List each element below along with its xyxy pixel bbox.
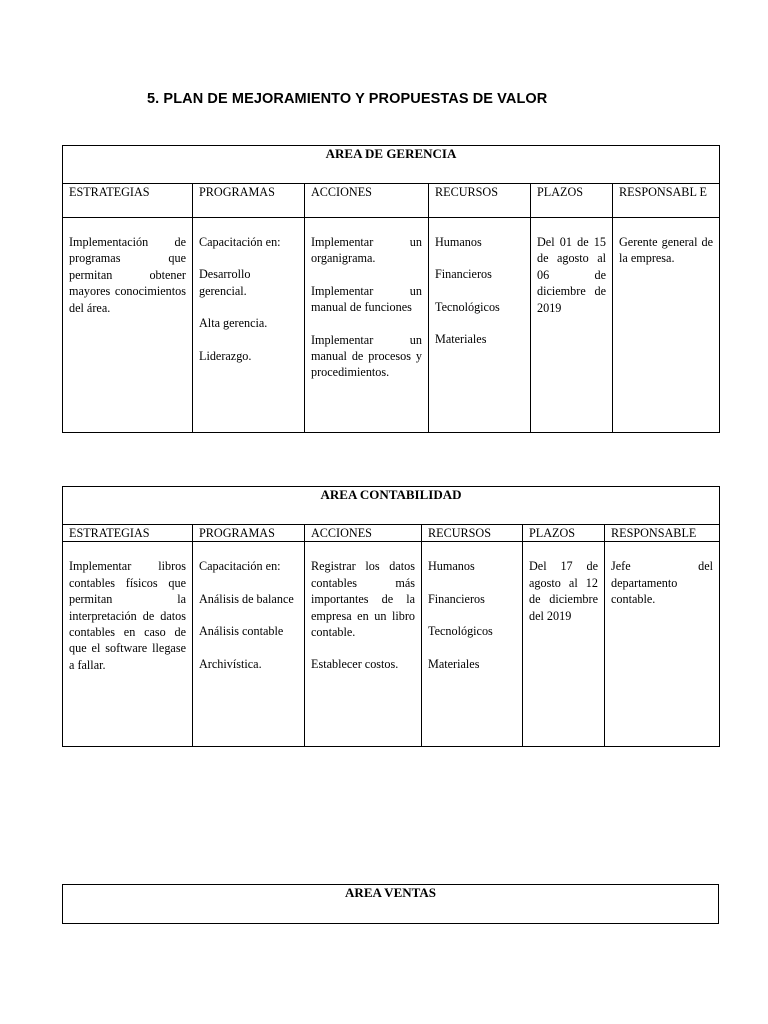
column-header-programas: PROGRAMAS bbox=[193, 525, 305, 542]
column-header-acciones: ACCIONES bbox=[305, 184, 429, 218]
cell-paragraph: Jefe del departamento contable. bbox=[611, 559, 714, 607]
cell-paragraph: Implementación de programas que permitan obtener mayores conocimientos del área. bbox=[69, 235, 186, 315]
cell-paragraph: Tecnológicos bbox=[428, 624, 493, 639]
cell-paragraph: Análisis de balance bbox=[199, 591, 294, 606]
cell-programas bbox=[193, 542, 305, 747]
cell-recursos bbox=[429, 218, 531, 433]
cell-estrategias bbox=[63, 542, 193, 747]
cell-paragraph: Implementar un manual de funciones bbox=[311, 283, 422, 315]
cell-paragraph: Liderazgo. bbox=[199, 348, 252, 363]
column-header-acciones: ACCIONES bbox=[305, 525, 422, 542]
cell-paragraph: Materiales bbox=[435, 332, 487, 347]
column-header-plazos: PLAZOS bbox=[531, 184, 613, 218]
cell-programas bbox=[193, 218, 305, 433]
cell-plazos bbox=[523, 542, 605, 747]
area-title: AREA VENTAS bbox=[63, 885, 719, 924]
contabilidad-table bbox=[62, 486, 720, 747]
cell-paragraph: Humanos bbox=[428, 559, 475, 574]
area-title: AREA DE GERENCIA bbox=[63, 146, 720, 184]
cell-acciones bbox=[305, 542, 422, 747]
cell-paragraph: Humanos bbox=[435, 235, 482, 249]
cell-paragraph: Gerente general de la empresa. bbox=[619, 235, 714, 266]
column-header-plazos: PLAZOS bbox=[523, 525, 605, 542]
cell-paragraph: Del 17 de agosto al 12 de diciembre del 2019 bbox=[529, 559, 598, 623]
cell-acciones bbox=[305, 218, 429, 433]
cell-paragraph: Desarrollo gerencial. bbox=[199, 267, 251, 298]
page-title: 5. PLAN DE MEJORAMIENTO Y PROPUESTAS DE VALOR bbox=[147, 91, 548, 107]
cell-responsable bbox=[605, 542, 720, 747]
cell-paragraph: Análisis contable bbox=[199, 624, 284, 639]
gerencia-table bbox=[62, 145, 720, 433]
cell-recursos bbox=[422, 542, 523, 747]
column-header-responsable: RESPONSABL E bbox=[613, 184, 720, 218]
column-header-recursos: RECURSOS bbox=[429, 184, 531, 218]
cell-paragraph: Financieros bbox=[435, 267, 492, 282]
cell-paragraph: Capacitación en: bbox=[199, 235, 281, 249]
cell-paragraph: Del 01 de 15 de agosto al 06 de diciembre de 2019 bbox=[537, 235, 606, 315]
cell-paragraph: Archivística. bbox=[199, 656, 262, 671]
cell-paragraph: Tecnológicos bbox=[435, 299, 500, 314]
column-header-recursos: RECURSOS bbox=[422, 525, 523, 542]
cell-paragraph: Implementar un organigrama. bbox=[311, 235, 422, 266]
cell-plazos bbox=[531, 218, 613, 433]
cell-estrategias bbox=[63, 218, 193, 433]
cell-paragraph: Establecer costos. bbox=[311, 657, 399, 672]
column-header-programas: PROGRAMAS bbox=[193, 184, 305, 218]
cell-paragraph: Financieros bbox=[428, 591, 485, 606]
cell-paragraph: Implementar libros contables físicos que permitan la interpretación de datos contables en caso de que el software llegase a fallar. bbox=[69, 559, 186, 672]
cell-paragraph: Implementar un manual de procesos y procedimientos. bbox=[311, 332, 422, 380]
column-header-responsable: RESPONSABLE bbox=[605, 525, 720, 542]
cell-paragraph: Registrar los datos contables más importantes de la empresa en un libro contable. bbox=[311, 559, 415, 640]
cell-paragraph: Alta gerencia. bbox=[199, 316, 268, 331]
column-header-estrategias: ESTRATEGIAS bbox=[63, 184, 193, 218]
cell-paragraph: Capacitación en: bbox=[199, 559, 281, 574]
cell-paragraph: Materiales bbox=[428, 656, 480, 671]
area-title: AREA CONTABILIDAD bbox=[63, 487, 720, 525]
column-header-estrategias: ESTRATEGIAS bbox=[63, 525, 193, 542]
ventas-table bbox=[62, 884, 719, 924]
cell-responsable bbox=[613, 218, 720, 433]
